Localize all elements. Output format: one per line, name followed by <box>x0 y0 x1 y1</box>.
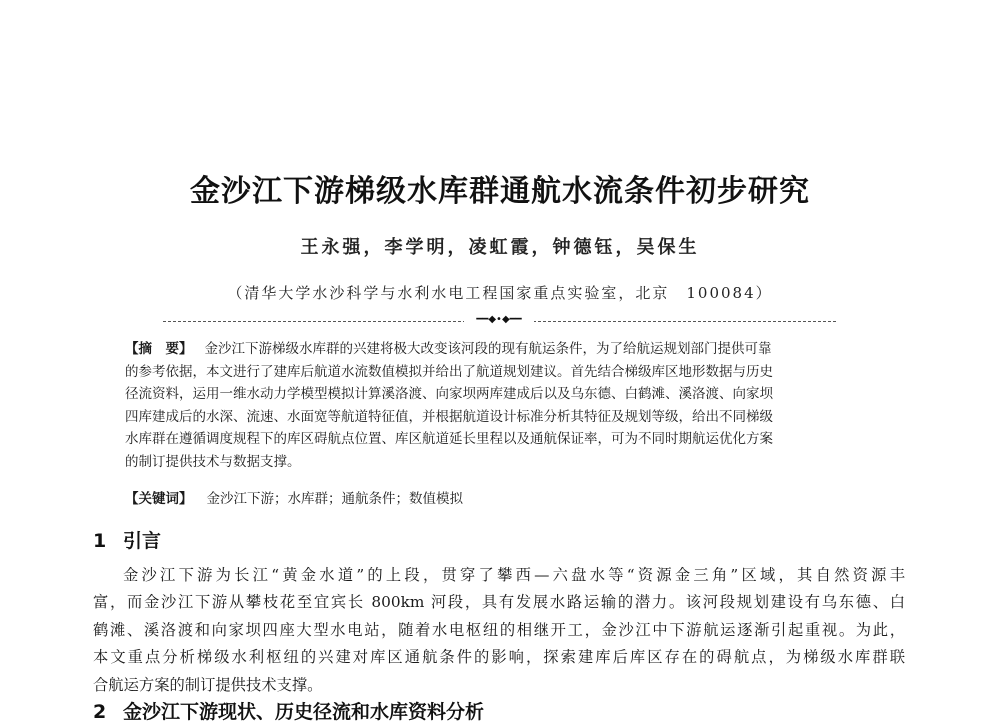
body-line: 合航运方案的制订提供技术支撑。 <box>93 675 323 694</box>
section-heading-status-analysis <box>93 697 484 724</box>
body-line: 富，而金沙江下游从攀枝花至宜宾长 800km 河段，具有发展水路运输的潜力。该河段规划建设有乌东德、白 <box>93 593 905 612</box>
keywords-text: 金沙江下游；水库群；通航条件；数值模拟 <box>206 491 463 507</box>
keywords <box>125 488 875 510</box>
section-title: 金沙江下游现状、历史径流和水库资料分析 <box>123 701 485 723</box>
abstract-line: 的制订提供技术与数据支撑。 <box>125 453 301 470</box>
section-divider <box>163 314 836 325</box>
affiliation: （清华大学水沙科学与水利水电工程国家重点实验室，北京 100084） <box>227 284 773 302</box>
keywords-label: 【关键词】 <box>125 491 193 507</box>
abstract-line: 的参考依据，本文进行了建库后航道水流数值模拟并给出了航道规划建议。首先结合梯级库区地形数据与历史 <box>125 363 773 380</box>
divider-ornament: ━━◆•◆━━ <box>464 314 534 326</box>
abstract-line <box>125 338 875 361</box>
section-number: 2 <box>93 701 107 723</box>
abstract-line: 四库建成后的水深、流速、水面宽等航道特征值，并根据航道设计标准分析其特征及规划等级，给出不同梯级 <box>125 408 773 425</box>
body-line: 金沙江下游为长江“黄金水道”的上段，贯穿了攀西—六盘水等“资源金三角”区域，其自然资源丰 <box>123 566 905 584</box>
paper-title: 金沙江下游梯级水库群通航水流条件初步研究 <box>190 174 810 209</box>
abstract-text: 金沙江下游梯级水库群的兴建将极大改变该河段的现有航运条件，为了给航运规划部门提供可靠 <box>204 341 772 357</box>
author-list: 王永强，李学明，凌虹霞，钟德钰，吴保生 <box>300 237 700 258</box>
body-line: 鹤滩、溪洛渡和向家坝四座大型水电站，随着水电枢纽的相继开工，金沙江中下游航运逐渐引起重视。为此， <box>93 620 905 639</box>
abstract-line: 径流资料，运用一维水动力学模型模拟计算溪洛渡、向家坝两库建成后以及乌东德、白鹤滩、溪洛渡、向家坝 <box>125 386 773 403</box>
abstract-line: 水库群在遵循调度规程下的库区碍航点位置、库区航道延长里程以及通航保证率，可为不同时期航运优化方案 <box>125 431 773 448</box>
body-line: 本文重点分析梯级水利枢纽的兴建对库区通航条件的影响，探索建库后库区存在的碍航点，为梯级水库群联 <box>93 648 905 667</box>
section-number: 1 <box>93 530 107 552</box>
abstract <box>125 338 875 474</box>
section-heading-introduction <box>93 526 161 553</box>
introduction-body <box>93 562 905 699</box>
section-title: 引言 <box>123 530 162 552</box>
abstract-label: 【摘 要】 <box>125 341 193 357</box>
